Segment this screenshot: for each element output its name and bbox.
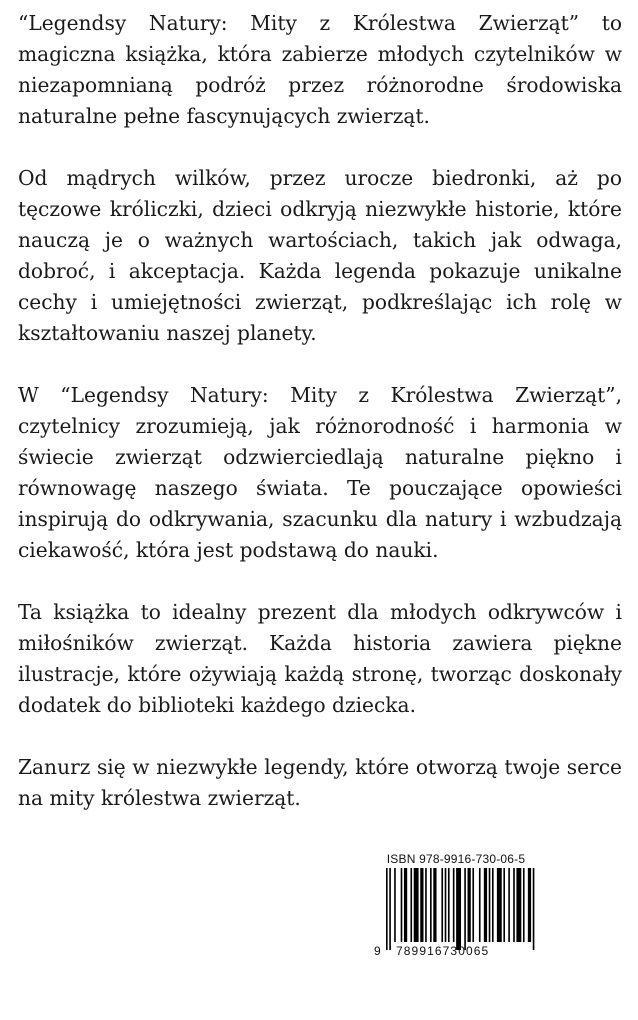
paragraph-3: W “Legendsy Natury: Mity z Królestwa Zwierząt”, czytelnicy zrozumieją, jak różnorodność i harmonia w świecie zwierząt odzwierciedlają naturalne piękno i równowagę naszego świata. Te pouczające opowieści inspirują do odkrywania, szacunku dla natury i wzbudzają ciekawość, która jest podstawą do nauki.: [18, 383, 622, 562]
barcode-bar: [516, 868, 521, 942]
barcode-bar: [441, 868, 443, 942]
barcode-bar: [401, 868, 403, 942]
barcode-bar: [386, 868, 388, 950]
barcode-bar: [445, 868, 447, 942]
barcode-bar: [448, 868, 450, 942]
barcode-bar: [523, 868, 525, 942]
barcode-bar: [479, 868, 481, 942]
barcode-bar: [497, 868, 502, 942]
barcode-bar: [425, 868, 427, 942]
barcode-bar: [472, 868, 474, 942]
paragraph-1: “Legendsy Natury: Mity z Królestwa Zwierząt” to magiczna książka, która zabierze młodych czytelników w niezapomnianą podróż przez różnorodne środowiska naturalne pełne fascynujących zwierząt.: [18, 11, 622, 128]
barcode-bar: [456, 868, 461, 950]
barcode-bar: [464, 868, 466, 950]
isbn-label: ISBN 978-9916-730-06-5: [386, 852, 526, 866]
barcode-bar: [484, 868, 487, 942]
barcode-bar: [389, 868, 391, 950]
barcode-bar: [420, 868, 423, 942]
barcode-bar: [492, 868, 494, 942]
barcode-bar: [410, 868, 412, 942]
barcode-bar: [528, 868, 531, 942]
barcode-bar: [468, 868, 471, 942]
barcode-bar: [453, 868, 455, 942]
barcode-bar: [394, 868, 396, 942]
paragraph-2: Od mądrych wilków, przez urocze biedronki, aż po tęczowe króliczki, dzieci odkryją niezwykłe historie, które nauczą je o ważnych wartościach, takich jak odwaga, dobroć, i akceptacja. Każda legenda pokazuje unikalne cechy i umiejętności zwierząt, podkreślając ich rolę w kształtowaniu naszej planety.: [18, 166, 622, 345]
barcode-bars: [386, 868, 536, 950]
barcode-number: 789916730065: [396, 944, 490, 958]
description-text: [18, 8, 622, 845]
barcode-bar: [433, 868, 436, 942]
barcode-bar: [513, 868, 515, 942]
isbn-barcode: [374, 852, 538, 960]
barcode-bar: [414, 868, 419, 942]
barcode-first-digit: 9: [374, 944, 382, 958]
barcode-bar: [503, 868, 505, 942]
barcode-bar: [533, 868, 535, 950]
barcode-bar: [404, 868, 407, 942]
barcode-bar: [430, 868, 432, 942]
paragraph-5: Zanurz się w niezwykłe legendy, które otworzą twoje serce na mity królestwa zwierząt.: [18, 755, 622, 810]
barcode-bar: [508, 868, 510, 942]
paragraph-4: Ta książka to idealny prezent dla młodych odkrywców i miłośników zwierząt. Każda historia zawiera piękne ilustracje, które ożywiają każdą stronę, tworząc doskonały dodatek do biblioteki każdego dziecka.: [18, 600, 622, 717]
barcode-bar: [489, 868, 491, 942]
